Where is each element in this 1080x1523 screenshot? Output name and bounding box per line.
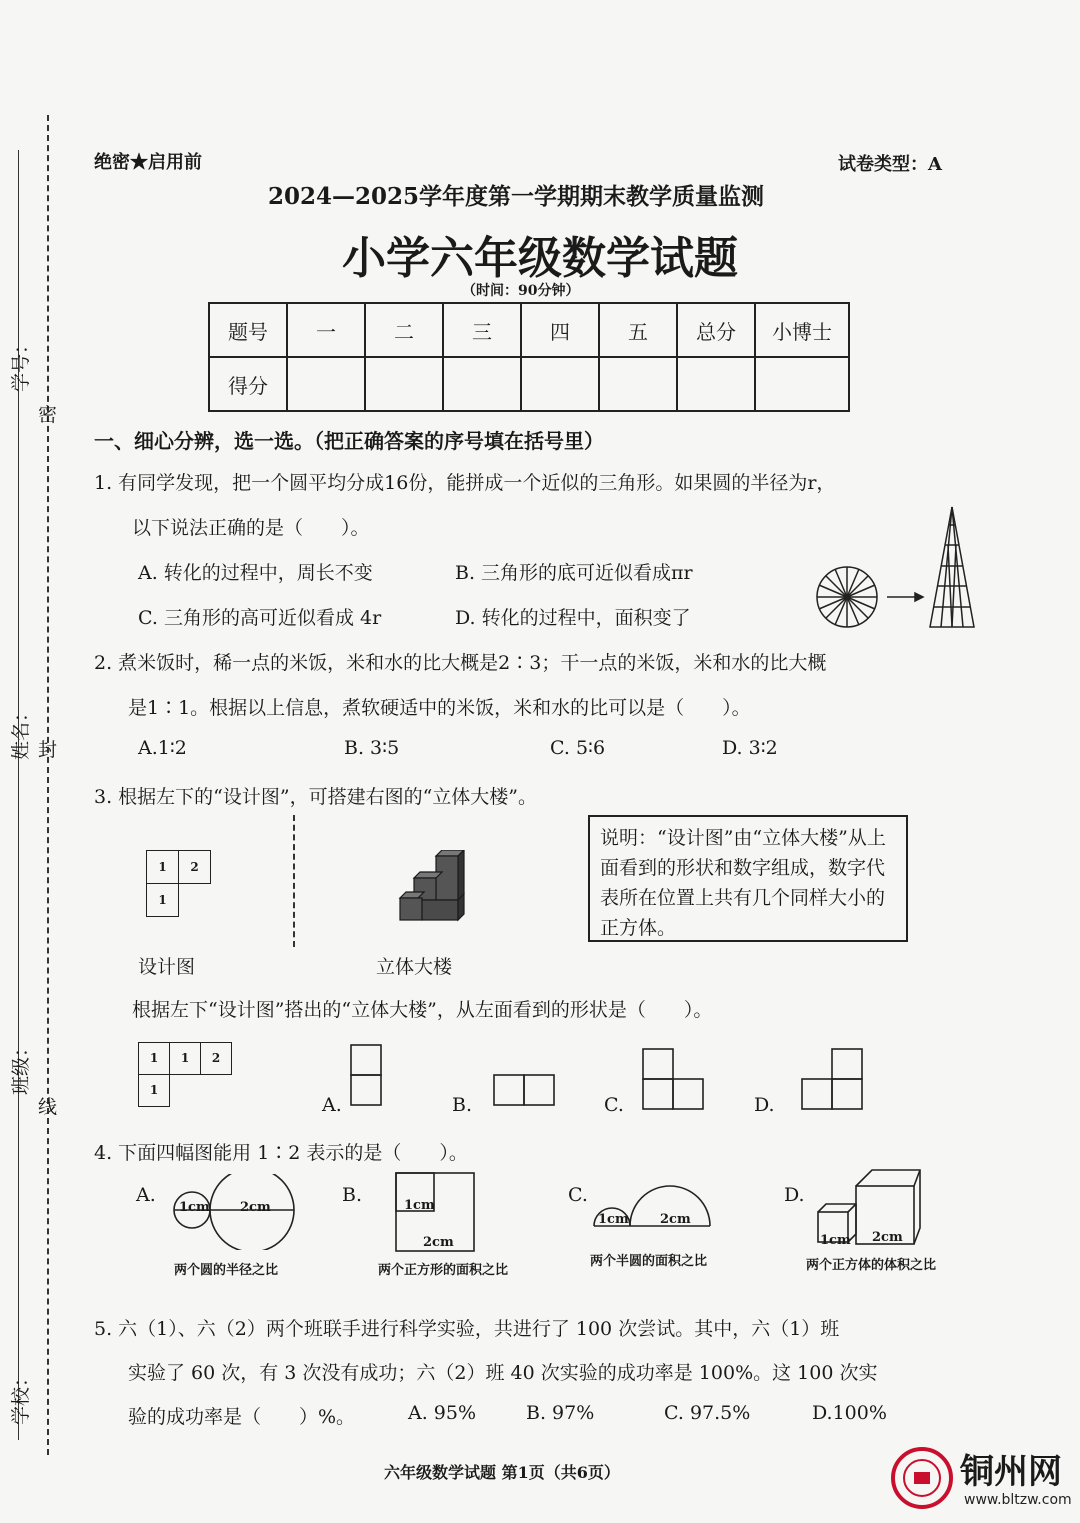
binding-dash-line — [47, 115, 49, 1455]
watermark-name: 铜州网 — [960, 1452, 1062, 1492]
q3-option-a-shape — [350, 1044, 384, 1110]
q4b-unit-2: 2cm — [423, 1235, 454, 1250]
design-diagram-2 — [138, 1042, 238, 1108]
q4-option-a: A. — [136, 1184, 156, 1206]
arrow-icon — [887, 593, 923, 601]
design-cell: 1 — [146, 883, 179, 917]
q4c-unit-1: 1cm — [598, 1212, 629, 1227]
design-cell: 2 — [178, 850, 211, 884]
building-label: 立体大楼 — [376, 956, 453, 978]
secret-label: 绝密★启用前 — [94, 152, 202, 173]
q4d-caption: 两个正方体的体积之比 — [806, 1258, 937, 1273]
q4-option-d: D. — [784, 1184, 805, 1206]
exam-time: （时间：90分钟） — [462, 283, 580, 299]
q2-option-c: C. 5∶6 — [550, 737, 606, 759]
score-input-cell[interactable] — [755, 357, 849, 411]
score-input-cell[interactable] — [287, 357, 365, 411]
watermark-url: www.bltzw.com — [964, 1492, 1072, 1508]
q4a-unit-2: 2cm — [240, 1200, 271, 1215]
q3-option-c: C. — [604, 1094, 624, 1116]
seal-char-xian: 线 — [38, 1096, 58, 1118]
page-footer: 六年级数学试题 第1页（共6页） — [384, 1463, 620, 1482]
class-label: 班级： — [10, 1037, 32, 1095]
q4-option-c: C. — [568, 1184, 588, 1206]
circle-to-triangle-figure — [812, 505, 982, 633]
design-cell: 2 — [200, 1042, 232, 1075]
school-label: 学校： — [10, 1367, 32, 1425]
q5-stem-line3: 验的成功率是（ ）%。 — [128, 1406, 356, 1428]
q4c-caption: 两个半圆的面积之比 — [590, 1254, 708, 1269]
q5-option-c: C. 97.5% — [664, 1402, 751, 1424]
design-cell: 1 — [138, 1042, 170, 1075]
q3-option-d: D. — [754, 1094, 775, 1116]
q1-stem-line1: 1. 有同学发现，把一个圆平均分成16份，能拼成一个近似的三角形。如果圆的半径为r， — [94, 472, 836, 494]
exam-subtitle: 2024—2025学年度第一学期期末教学质量监测 — [268, 183, 765, 210]
q1-option-a: A. 转化的过程中，周长不变 — [138, 562, 373, 584]
q3-option-d-shape — [801, 1048, 867, 1114]
score-input-cell[interactable] — [521, 357, 599, 411]
q3-stem-line1: 3. 根据左下的“设计图”，可搭建右图的“立体大楼”。 — [94, 786, 538, 808]
divided-circle-icon — [817, 567, 877, 627]
q1-option-c: C. 三角形的高可近似看成 4r — [138, 607, 382, 629]
q2-stem-line2: 是1∶1。根据以上信息，煮软硬适中的米饭，米和水的比可以是（ ）。 — [128, 697, 751, 719]
q5-stem-line2: 实验了 60 次，有 3 次没有成功；六（2）班 40 次实验的成功率是 100%。这 100 次实 — [128, 1362, 878, 1384]
q4a-caption: 两个圆的半径之比 — [174, 1263, 279, 1278]
score-cell: 五 — [599, 303, 677, 357]
q4a-unit-1: 1cm — [179, 1200, 210, 1215]
score-cell: 一 — [287, 303, 365, 357]
score-table-score-row — [209, 357, 849, 411]
q3-note-box: 说明：“设计图”由“立体大楼”从上面看到的形状和数字组成，数字代表所在位置上共有几个同样大小的正方体。 — [588, 815, 908, 942]
score-cell: 题号 — [209, 303, 287, 357]
q4b-unit-1: 1cm — [404, 1198, 435, 1213]
q3-option-b-shape — [493, 1074, 557, 1110]
q4d-unit-1: 1cm — [820, 1233, 851, 1248]
design-cell: 1 — [169, 1042, 201, 1075]
score-cell: 三 — [443, 303, 521, 357]
q2-option-a: A.1∶2 — [138, 737, 187, 759]
q4b-caption: 两个正方形的面积之比 — [378, 1263, 509, 1278]
section-heading: 一、细心分辨，选一选。（把正确答案的序号填在括号里） — [94, 429, 604, 453]
q3-stem-line2: 根据左下“设计图”搭出的“立体大楼”，从左面看到的形状是（ ）。 — [132, 999, 713, 1021]
q2-option-b: B. 3∶5 — [344, 737, 400, 759]
q5-option-d: D.100% — [812, 1402, 887, 1424]
approximate-triangle-icon — [930, 507, 974, 627]
score-input-cell[interactable] — [365, 357, 443, 411]
score-cell: 小博士 — [755, 303, 849, 357]
paper-type-label: 试卷类型：A — [838, 154, 942, 175]
watermark-logo-icon — [890, 1446, 954, 1510]
score-input-cell[interactable] — [677, 357, 755, 411]
q4c-unit-2: 2cm — [660, 1212, 691, 1227]
score-cell: 总分 — [677, 303, 755, 357]
q4d-unit-2: 2cm — [872, 1230, 903, 1245]
score-table — [208, 302, 850, 412]
score-input-cell[interactable] — [443, 357, 521, 411]
q2-option-d: D. 3∶2 — [722, 737, 778, 759]
q2-stem-line1: 2. 煮米饭时，稀一点的米饭，米和水的比大概是2∶3；干一点的米饭，米和水的比大概 — [94, 652, 827, 674]
q4-option-b: B. — [342, 1184, 363, 1206]
q4-stem: 4. 下面四幅图能用 1∶2 表示的是（ ）。 — [94, 1142, 468, 1164]
design-cell: 1 — [138, 1074, 170, 1107]
design-label: 设计图 — [138, 956, 196, 978]
student-id-label: 学号： — [10, 334, 32, 392]
seal-char-feng: 封 — [38, 739, 58, 761]
score-row-label: 得分 — [209, 357, 287, 411]
design-cell: 1 — [146, 850, 179, 884]
q3-divider — [293, 815, 295, 947]
q3-option-b: B. — [452, 1094, 473, 1116]
score-cell: 二 — [365, 303, 443, 357]
building-cubes-figure — [396, 850, 468, 922]
q5-stem-line1: 5. 六（1）、六（2）两个班联手进行科学实验，共进行了 100 次尝试。其中，六（1）班 — [94, 1318, 840, 1340]
q1-option-d: D. 转化的过程中，面积变了 — [455, 607, 691, 629]
q5-option-b: B. 97% — [526, 1402, 595, 1424]
q3-option-c-shape — [642, 1048, 708, 1114]
q1-option-b: B. 三角形的底可近似看成πr — [455, 562, 693, 584]
name-label: 姓名： — [10, 702, 32, 760]
q1-stem-line2: 以下说法正确的是（ ）。 — [132, 517, 370, 539]
page-title: 小学六年级数学试题 — [342, 233, 738, 284]
score-cell: 四 — [521, 303, 599, 357]
score-input-cell[interactable] — [599, 357, 677, 411]
watermark — [890, 1442, 1070, 1518]
q5-option-a: A. 95% — [408, 1402, 477, 1424]
design-diagram — [146, 850, 212, 918]
score-table-header-row — [209, 303, 849, 357]
seal-char-mi: 密 — [38, 404, 58, 426]
q3-option-a: A. — [322, 1094, 342, 1116]
